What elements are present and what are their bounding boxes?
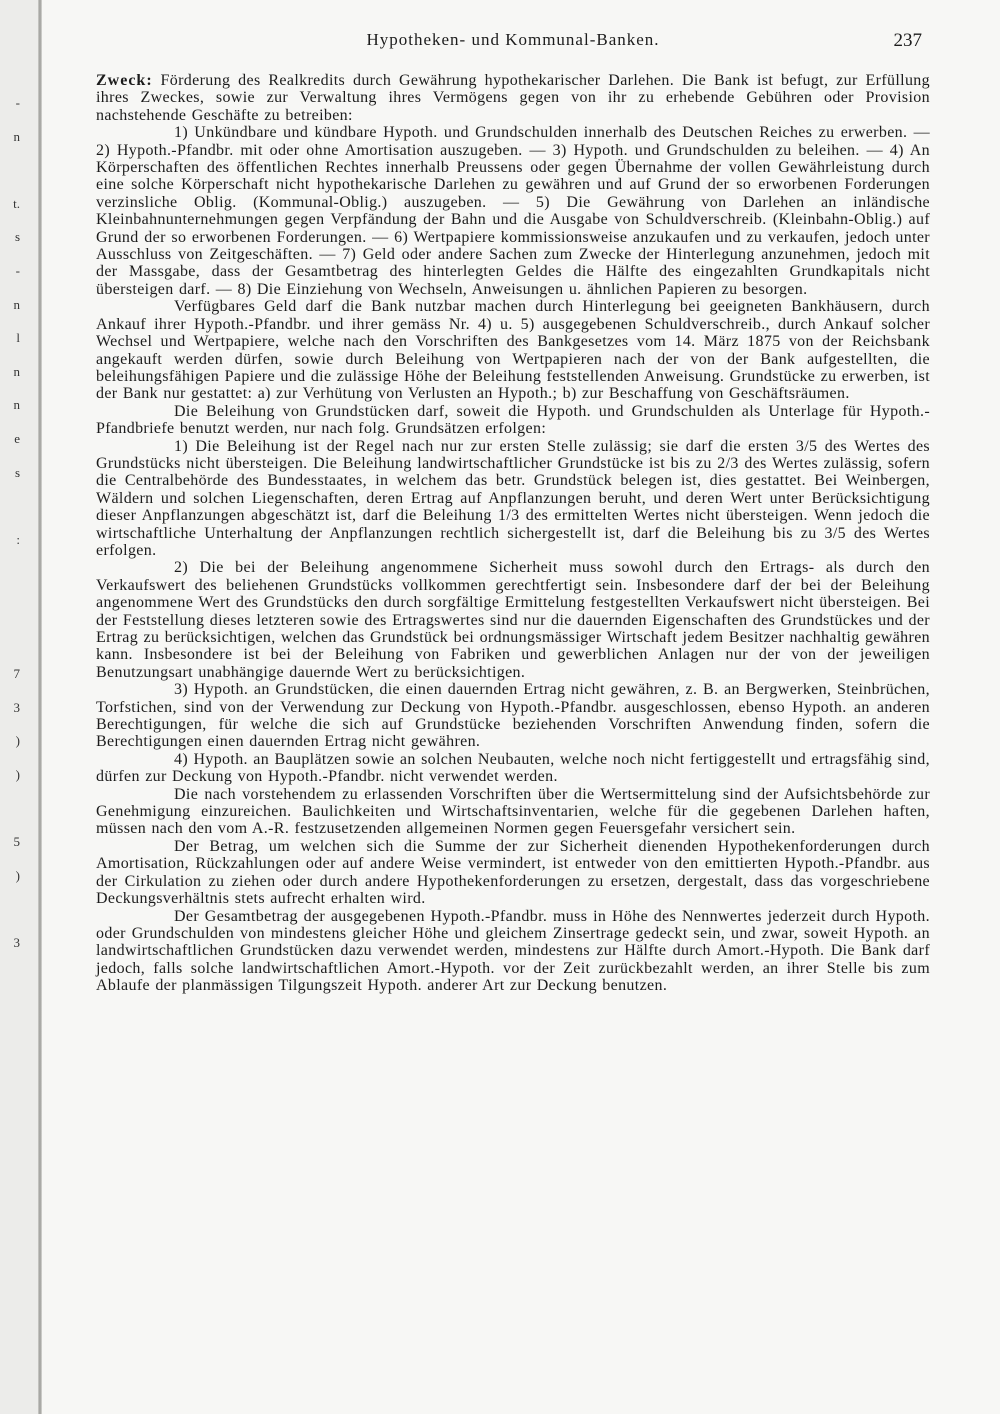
margin-mark: s [14, 464, 20, 480]
margin-mark: 5 [13, 834, 20, 850]
margin-mark: n [13, 397, 20, 413]
margin-mark [0, 791, 20, 825]
margin-mark: n [13, 296, 20, 312]
margin-mark [0, 153, 20, 187]
paragraph-grundsatz-1: 1) Die Beleihung ist der Regel nach nur zur ersten Stelle zulässig; sie darf die ersten 3/5 des Wertes des Grundstücks nicht übersteigen. Die Beleihung landwirtschaftlicher Grundstücke ist bis zu 2/3 des Wertes zulässig, sofern die Centralbehörde des Bundesstaates, in welchem das betr. Grundstück belegen ist, dies gestattet. Bei Weinbergen, Wäldern und solchen Liegenschaften, deren Ertrag auf Anpflanzungen beruht, und deren Wert unter Berücksichtigung dieser Anpflanzungen abgeschätzt ist, darf die Beleihung 1/3 des ermittelten Wertes nicht übersteigen. Wenn jedoch die wirtschaftliche Unterhaltung der Anpflanzungen rechtlich sichergestellt ist, darf die Beleihung bis zu 3/5 des Wertes erfolgen. [96, 437, 930, 559]
paragraph-text: Förderung des Realkredits durch Gewährung hypothekarischer Darlehen. Die Bank ist befugt, zur Erfüllung ihres Zweckes, sowie zur Verwaltung ihres Vermögens gegen von ihr zu erhebende Gebühren oder Provision nachstehende Geschäfte zu betreiben: [96, 72, 930, 124]
margin-mark: 3 [13, 699, 20, 715]
margin-mark: e [14, 430, 20, 446]
margin-mark: 7 [13, 666, 20, 682]
margin-mark [0, 489, 20, 523]
margin-mark: t. [13, 195, 20, 211]
paragraph-grundsatz-2: 2) Die bei der Beleihung angenommene Sicherheit muss sowohl durch den Ertrags- als durch den Verkaufswert des beliehenen Grundstücks vollkommen gerechtfertigt sein. Insbesondere darf der bei der Beleihung angenommene Wert des Grundstücks den durch sorgfältige Ermittelung festgestellten Verkaufswert nicht übersteigen. Bei der Feststellung dieses letzteren sowie des Ertragswertes sind nur die dauernden Eigenschaften des Grundstückes und der Ertrag zu berücksichtigen, welchen das Grundstück bei ordnungsmässiger Wirtschaft jedem Besitzer nachhaltig gewähren kann. Insbesondere ist bei der Beleihung von Fabriken und gewerblichen Anlagen nur der von der jeweiligen Benutzungsart unabhängige dauernde Wert zu berücksichtigen. [96, 559, 930, 681]
margin-mark: n [13, 363, 20, 379]
running-title: Hypotheken- und Kommunal-Banken. [366, 30, 660, 49]
paragraph-wertsermittelung: Die nach vorstehendem zu erlassenden Vorschriften über die Wertsermittelung sind der Aufsichtsbehörde zur Genehmigung einzureichen. Baulichkeiten und Wirtschaftsinventarien, welche für die gegebenen Darlehen haften, müssen nach den vom A.-R. festzusetzenden allgemeinen Normen gegen Feuersgefahr versichert sein. [96, 785, 930, 838]
margin-mark: - [15, 262, 20, 278]
paragraph-verfuegbares-geld: Verfügbares Geld darf die Bank nutzbar machen durch Hinterlegung bei geeigneten Bankhäusern, durch Ankauf ihrer Hypoth.-Pfandbr. und ihrer gemäss Nr. 4) u. 5) ausgegebenen Schuldverschreib., durch Ankauf solcher Wechsel und Wertpapiere, welche nach den Vorschriften des Bankgesetzes vom 14. März 1875 von der Reichsbank angekauft werden dürfen, sowie durch Beleihung von Wertpapieren nach der von der Bank aufgestellten, die beleihungsfähigen Papiere und die zulässige Höhe der Beleihung feststellenden Anweisung. Grundstücke zu erwerben, ist der Bank nur gestattet: a) zur Verhütung von Verlusten an Hypoth.; b) zur Beschaffung von Geschäftsräumen. [96, 298, 930, 403]
paragraph-grundsatz-4: 4) Hypoth. an Bauplätzen sowie an solchen Neubauten, welche noch nicht fertiggestellt und ertragsfähig sind, dürfen zur Deckung von Hypoth.-Pfandbr. nicht verwendet werden. [96, 750, 930, 786]
paragraph-beleihung-intro: Die Beleihung von Grundstücken darf, soweit die Hypoth. und Grundschulden als Unterlage für Hypoth.-Pfandbriefe benutzt werden, nur nach folg. Grundsätzen erfolgen: [96, 402, 930, 438]
margin-mark [0, 959, 20, 993]
margin-mark [0, 590, 20, 624]
zweck-label: Zweck: [96, 72, 153, 89]
margin-mark [0, 556, 20, 590]
margin-mark: n [13, 128, 20, 144]
margin-mark [0, 624, 20, 658]
margin-mark: ) [15, 733, 20, 749]
margin-mark [0, 892, 20, 926]
margin-mark: s [14, 229, 20, 245]
previous-page-margin-marks [0, 86, 20, 993]
margin-mark: ) [15, 867, 20, 883]
running-header [96, 30, 930, 54]
paragraph-gesamtbetrag: Der Gesamtbetrag der ausgegebenen Hypoth.-Pfandbr. muss in Höhe des Nennwertes jederzeit durch Hypoth. oder Grundschulden von mindestens gleicher Höhe und gleichem Zinsertrage gedeckt sein, und zwar, soweit Hypoth. an landwirtschaftlichen Grundstücken dazu verwendet werden, mindestens zur Hälfte durch Amort.-Hypoth. Die Bank darf jedoch, falls solche landwirtschaftlichen Amort.-Hypoth. vor der Zeit zurückbezahlt werden, an ihrer Stelle bis zum Ablaufe der planmässigen Tilgungszeit Hypoth. anderer Art zur Deckung benutzen. [96, 907, 930, 995]
body-text [96, 72, 930, 995]
paragraph-geschaefte: 1) Unkündbare und kündbare Hypoth. und Grundschulden innerhalb des Deutschen Reiches zu erwerben. — 2) Hypoth.-Pfandbr. mit oder ohne Amortisation auszugeben. — 3) Hypoth. und Grundschulden zu beleihen. — 4) An Körperschaften des öffentlichen Rechtes innerhalb Preussens oder gegen Übernahme der vollen Gewährleistung durch eine solche Körperschaft nicht hypothekarische Darlehen zu gewähren und auf Grund der so erworbenen Forderungen verzinsliche Oblig. (Kommunal-Oblig.) auszugeben. — 5) Die Gewährung von Darlehen an inländische Kleinbahnunternehmungen gegen Verpfändung der Bahn und die Ausgabe von Schuldverschreib. (Kleinbahn-Oblig.) auf Grund der so erworbenen Forderungen. — 6) Wertpapiere kommissionsweise anzukaufen und zu verkaufen, jedoch unter Ausschluss von Zeitgeschäften. — 7) Geld oder andere Sachen zum Zwecke der Hinterlegung anzunehmen, jedoch mit der Massgabe, dass der Gesamtbetrag des hinterlegten Geldes die Hälfte des eingezahlten Grundkapitals nicht übersteigen darf. — 8) Die Einziehung von Wechseln, Anweisungen u. ähnlichen Papieren zu besorgen. [96, 124, 930, 298]
page-number: 237 [893, 30, 922, 51]
page-fold-shadow [38, 0, 42, 1414]
margin-mark: l [16, 330, 20, 346]
paragraph-grundsatz-3: 3) Hypoth. an Grundstücken, die einen dauernden Ertrag nicht gewähren, z. B. an Bergwerken, Steinbrüchen, Torfstichen, sind von der Verwendung zur Deckung von Hypoth.-Pfandbr. ausgeschlossen, ebenso Hypoth. an anderen Berechtigungen, für welche die sich auf Grundstücke beziehenden Vorschriften Anwendung finden, sofern die Berechtigungen einen dauernden Ertrag nicht gewähren. [96, 681, 930, 751]
margin-mark: : [16, 531, 20, 547]
margin-mark: ) [15, 766, 20, 782]
paragraph-deckungsverhaeltnis: Der Betrag, um welchen sich die Summe der zur Sicherheit dienenden Hypothekenforderungen durch Amortisation, Rückzahlungen oder auf andere Weise vermindert, ist entweder von den emittierten Hypoth.-Pfandbr. aus der Cirkulation zu ziehen oder durch andere Hypothekenforderungen zu ersetzen, dergestalt, dass das vorgeschriebene Deckungsverhältnis stets aufrecht erhalten wird. [96, 837, 930, 908]
margin-mark: - [15, 95, 20, 110]
margin-mark: 3 [13, 934, 20, 950]
paragraph-zweck [96, 72, 930, 124]
